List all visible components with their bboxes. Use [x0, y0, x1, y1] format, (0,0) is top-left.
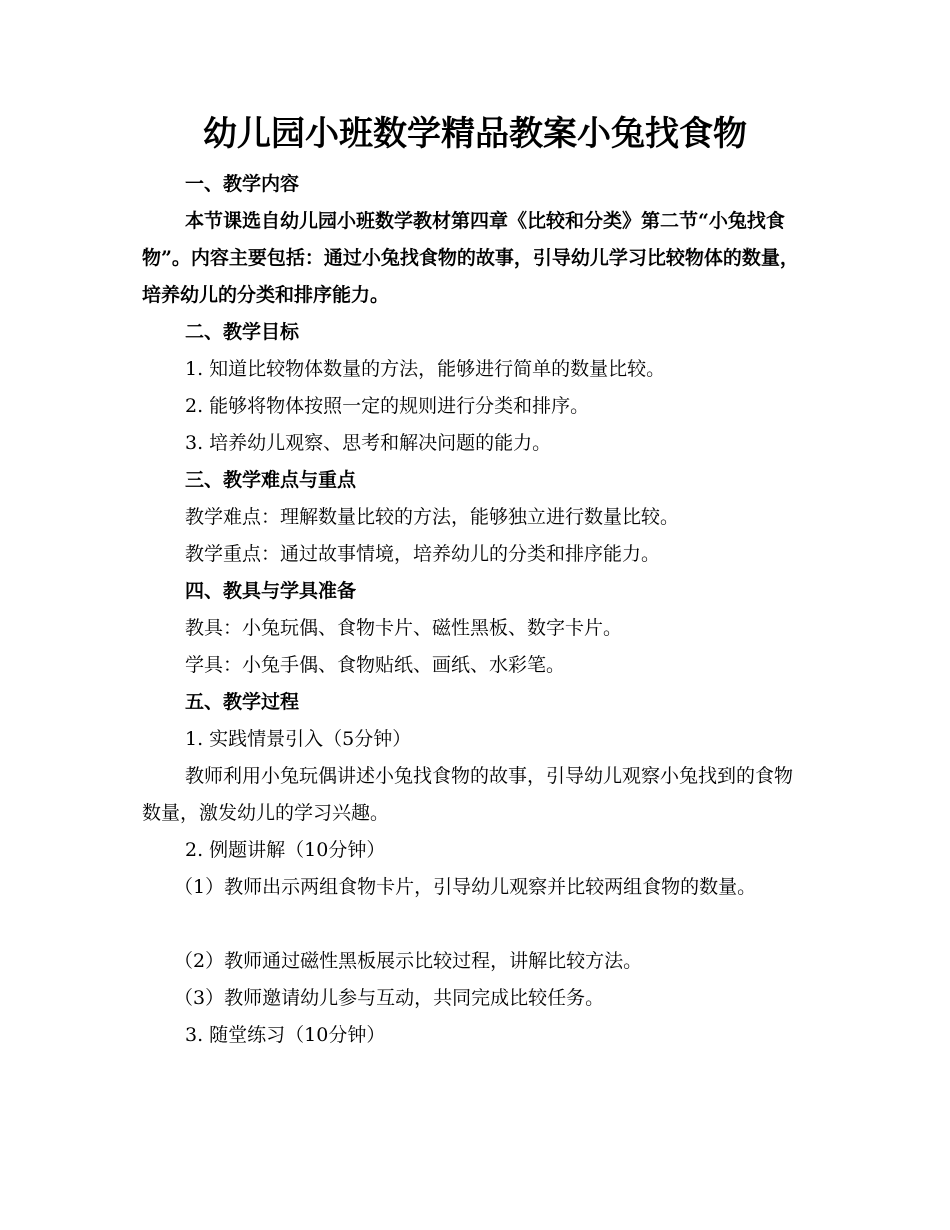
key-point-item: 教学重点：通过故事情境，培养幼儿的分类和排序能力。: [185, 543, 661, 565]
process-substep: （2）教师通过磁性黑板展示比较过程，讲解比较方法。: [174, 950, 643, 972]
process-paragraph: 教师利用小兔玩偶讲述小兔找食物的故事，引导幼儿观察小兔找到的食物数量，激发幼儿的学习兴趣。: [142, 765, 794, 824]
process-substep: （1）教师出示两组食物卡片，引导幼儿观察并比较两组食物的数量。: [174, 876, 757, 898]
section-heading-objectives: 二、教学目标: [185, 321, 300, 343]
materials-item: 教具：小兔玩偶、食物卡片、磁性黑板、数字卡片。: [185, 617, 623, 639]
section-heading-difficulties: 三、教学难点与重点: [185, 469, 357, 491]
process-step: 1. 实践情景引入（5分钟）: [185, 728, 412, 750]
objective-item: 2. 能够将物体按照一定的规则进行分类和排序。: [185, 395, 590, 417]
objective-item: 3. 培养幼儿观察、思考和解决问题的能力。: [185, 432, 552, 454]
process-substep: （3）教师邀请幼儿参与互动，共同完成比较任务。: [174, 987, 605, 1009]
difficulty-item: 教学难点：理解数量比较的方法，能够独立进行数量比较。: [185, 506, 680, 528]
objective-item: 1. 知道比较物体数量的方法，能够进行简单的数量比较。: [185, 358, 666, 380]
section-paragraph-content: 本节课选自幼儿园小班数学教材第四章《比较和分类》第二节“小兔找食物”。内容主要包括：通过小兔找食物的故事，引导幼儿学习比较物体的数量，培养幼儿的分类和排序能力。: [142, 210, 799, 306]
materials-item: 学具：小兔手偶、食物贴纸、画纸、水彩笔。: [185, 654, 566, 676]
document-title: 幼儿园小班数学精品教案小兔找食物: [203, 114, 747, 154]
section-heading-process: 五、教学过程: [185, 691, 300, 713]
section-heading-content: 一、教学内容: [185, 173, 300, 195]
section-heading-materials: 四、教具与学具准备: [185, 580, 357, 602]
process-step: 3. 随堂练习（10分钟）: [185, 1024, 386, 1046]
process-step: 2. 例题讲解（10分钟）: [185, 839, 386, 861]
